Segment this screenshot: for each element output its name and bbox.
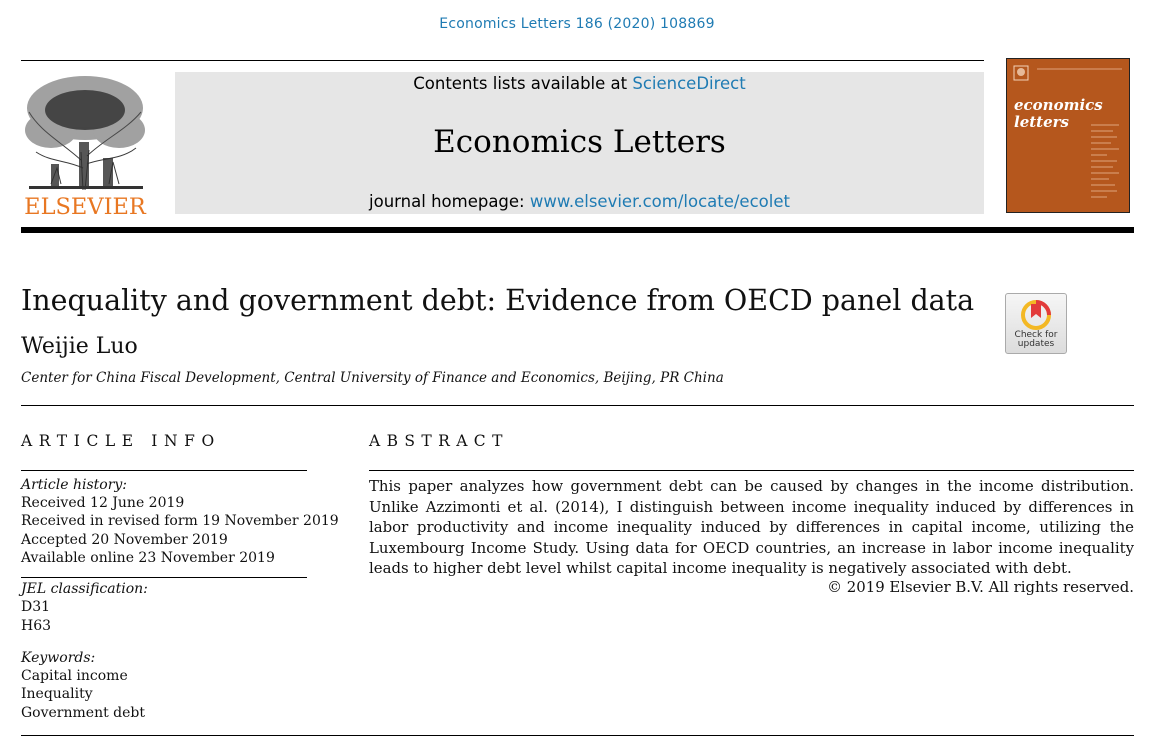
abstract-text: This paper analyzes how government debt can be caused by changes in the income distribution. Unlike Azzimonti et al. (2014), I distinguish between income inequality induced by differences in labor productivity and income inequality induced by differences in capital income, utilizing the Luxembourg Income Study. Using data for OECD countries, an increase in labor income inequality leads to higher debt level whilst capital income inequality is negatively associated with debt.: [369, 477, 1134, 577]
article-info-rule-bottom: [21, 577, 307, 578]
jel-code: D31: [21, 599, 51, 615]
abstract-heading: ABSTRACT: [369, 432, 509, 450]
check-updates-line2: updates: [1017, 339, 1055, 349]
homepage-prefix: journal homepage:: [369, 192, 530, 211]
homepage-line: [175, 192, 984, 211]
check-updates-line1: Check for: [1014, 330, 1058, 340]
article-info-rule-top: [21, 470, 307, 471]
cover-title-line2: letters: [1014, 113, 1069, 131]
check-updates-label: [1006, 331, 1066, 349]
history-online: Available online 23 November 2019: [21, 550, 275, 566]
cover-title: [1014, 97, 1124, 131]
jel-label: JEL classification:: [21, 581, 148, 597]
cover-elsevier-mini-logo-icon: [1007, 59, 1131, 214]
article-title: Inequality and government debt: Evidence from OECD panel data: [21, 284, 975, 317]
keyword-item: Capital income: [21, 668, 128, 684]
keyword-item: Inequality: [21, 686, 93, 702]
tree-icon: [21, 72, 149, 216]
header-thick-rule: [21, 227, 1134, 233]
journal-title: Economics Letters: [433, 124, 726, 160]
history-revised: Received in revised form 19 November 2019: [21, 513, 339, 529]
elsevier-wordmark: ELSEVIER: [24, 194, 146, 216]
history-label: Article history:: [21, 477, 128, 493]
homepage-link[interactable]: www.elsevier.com/locate/ecolet: [529, 192, 790, 211]
check-updates-icon: [1006, 296, 1066, 334]
author-name[interactable]: Weijie Luo: [21, 334, 138, 359]
contents-prefix: Contents lists available at: [413, 74, 633, 93]
contents-line: [175, 74, 984, 93]
journal-banner: [175, 72, 984, 214]
history-accepted: Accepted 20 November 2019: [21, 532, 228, 548]
elsevier-logo[interactable]: [21, 72, 149, 216]
author-affiliation: Center for China Fiscal Development, Central University of Finance and Economics, Beijing, PR China: [21, 370, 724, 386]
jel-code: H63: [21, 618, 52, 634]
history-received: Received 12 June 2019: [21, 495, 185, 511]
check-for-updates-button[interactable]: [1005, 293, 1067, 354]
sciencedirect-link[interactable]: ScienceDirect: [632, 74, 746, 93]
article-info-heading: ARTICLE INFO: [21, 432, 221, 450]
keyword-item: Government debt: [21, 705, 146, 721]
bottom-rule: [21, 735, 1134, 736]
header-top-rule: [21, 60, 984, 61]
keywords-label: Keywords:: [21, 650, 96, 666]
cover-title-line1: economics: [1014, 96, 1103, 114]
section-divider: [21, 405, 1134, 406]
journal-citation[interactable]: Economics Letters 186 (2020) 108869: [439, 16, 715, 32]
abstract-rule: [369, 470, 1134, 471]
copyright-notice: © 2019 Elsevier B.V. All rights reserved.: [827, 578, 1134, 596]
journal-cover[interactable]: [1006, 58, 1130, 213]
